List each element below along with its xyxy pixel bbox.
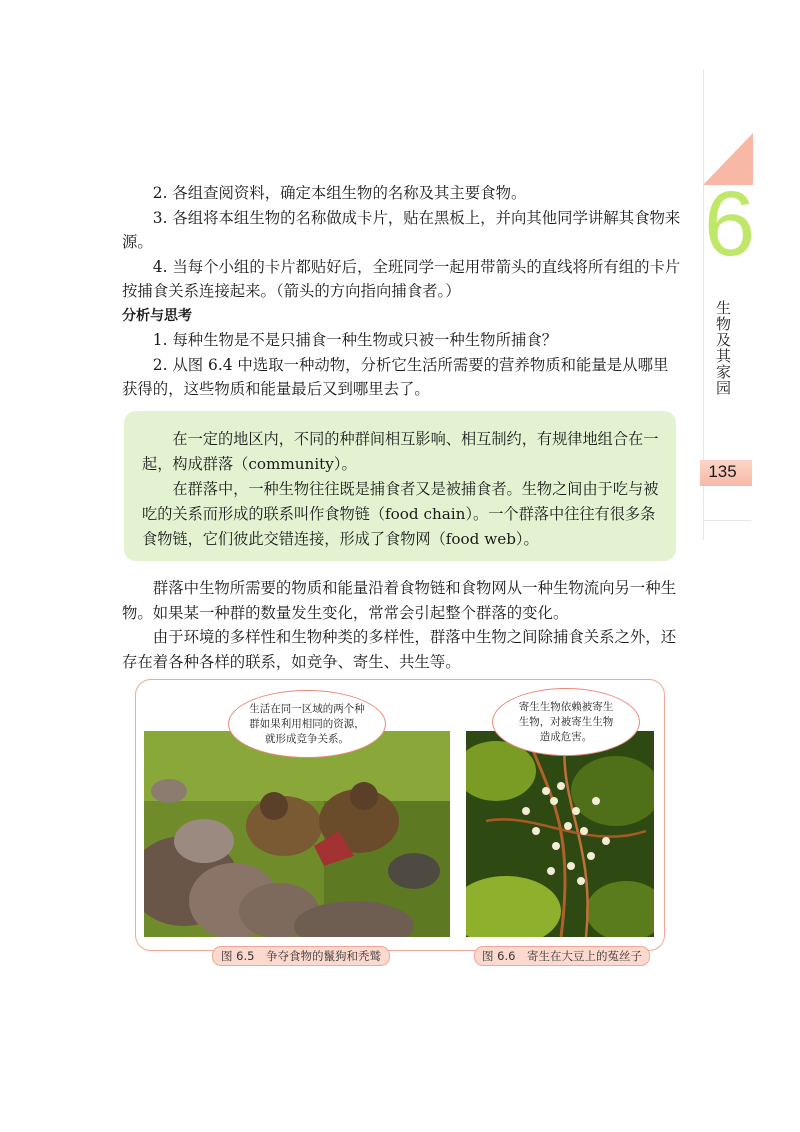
body-paragraph: 群落中生物所需要的物质和能量沿着食物链和食物网从一种生物流向另一种生物。如果某一种群的数量发生变化，常常会引起整个群落的变化。 — [122, 579, 677, 622]
question-item: 1. 每种生物是不是只捕食一种生物或只被一种生物所捕食？ — [152, 331, 558, 349]
chapter-number: 6 — [704, 173, 756, 275]
hyena-vulture-photo — [144, 731, 450, 937]
figure-caption: 图 6.6 寄生在大豆上的菟丝子 — [474, 946, 650, 966]
speech-bubble — [492, 688, 640, 756]
speech-bubble — [228, 690, 386, 758]
analysis-heading: 分析与思考 — [122, 307, 192, 324]
concept-paragraph: 在一定的地区内，不同的种群间相互影响、相互制约，有规律地组合在一起，构成群落（community）。 — [142, 430, 659, 473]
margin-corner — [703, 520, 751, 539]
step-item: 4. 当每个小组的卡片都贴好后，全班同学一起用带箭头的直线将所有组的卡片按捕食关系连接起来。（箭头的方向指向捕食者。） — [122, 257, 681, 300]
figure-caption: 图 6.5 争夺食物的鬣狗和秃鹫 — [212, 946, 390, 966]
concept-box-text — [142, 427, 662, 552]
concept-paragraph: 在群落中，一种生物往往既是捕食者又是被捕食者。生物之间由于吃与被吃的关系而形成的联系叫作食物链（food chain）。一个群落中往往有很多条食物链，它们彼此交错连接，形成了食物网（food web）。 — [142, 480, 659, 548]
question-item: 2. 从图 6.4 中选取一种动物，分析它生活所需要的营养物质和能量是从哪里获得的，这些物质和能量最后又到哪里去了。 — [122, 355, 669, 398]
bubble-text: 生活在同一区域的两个种群如果利用相同的资源，就形成竞争关系。 — [249, 702, 365, 745]
chapter-title: 生物及其家园 — [714, 300, 732, 396]
main-text — [122, 576, 682, 674]
body-paragraph: 由于环境的多样性和生物种类的多样性，群落中生物之间除捕食关系之外，还存在着各种各样的联系，如竞争、寄生、共生等。 — [122, 628, 677, 671]
page-number: 135 — [708, 462, 737, 481]
bubble-text: 寄生生物依赖被寄生生物，对被寄生生物造成危害。 — [518, 700, 614, 743]
step-item: 2. 各组查阅资料，确定本组生物的名称及其主要食物。 — [152, 184, 527, 202]
dodder-photo — [466, 731, 654, 937]
step-item: 3. 各组将本组生物的名称做成卡片，贴在黑板上，并向其他同学讲解其食物来源。 — [122, 208, 681, 251]
activity-steps — [122, 181, 682, 402]
